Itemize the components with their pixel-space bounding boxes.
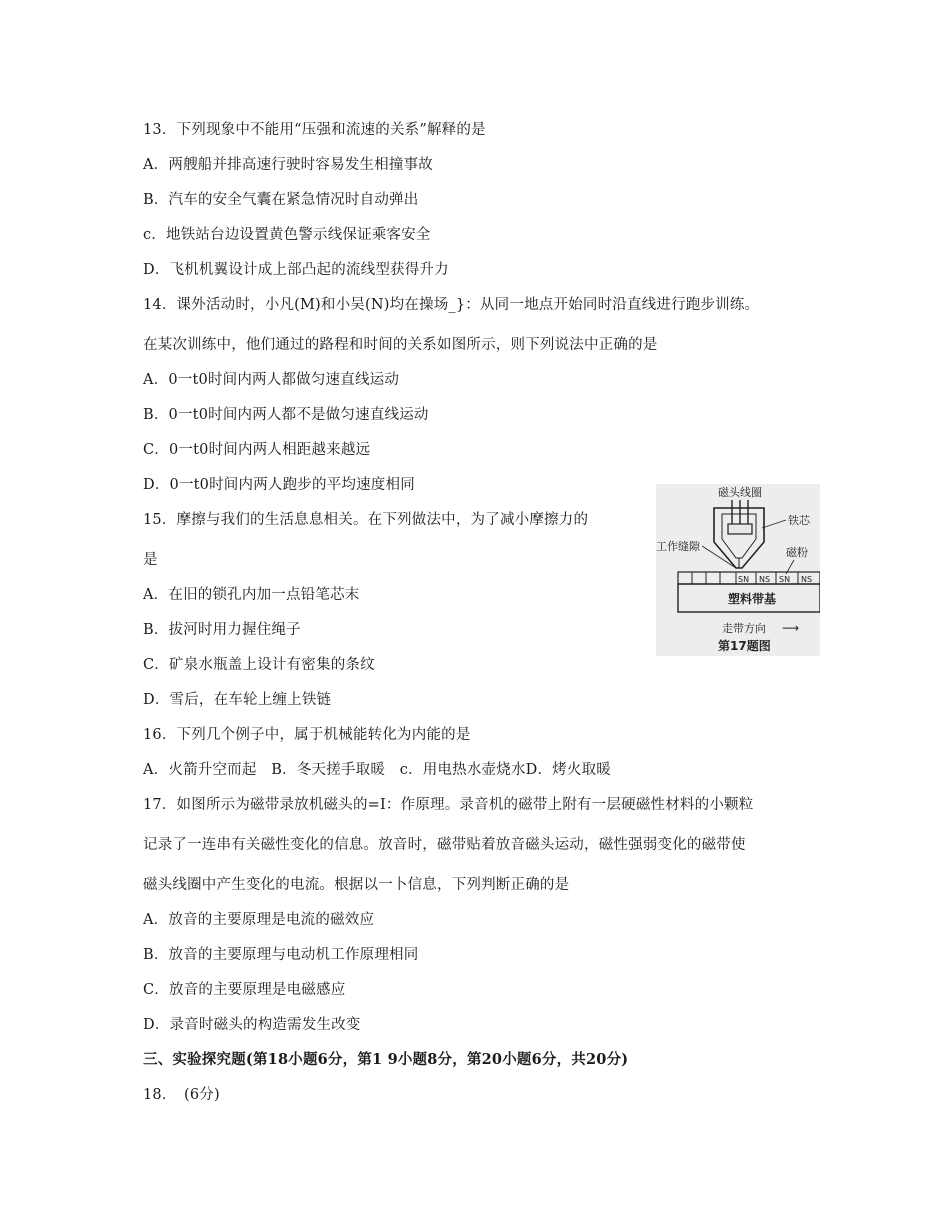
cell-label-2: NS [759,575,771,584]
cell-label-4: NS [801,575,813,584]
q17-option-b: B．放音的主要原理与电动机工作原理相同 [143,947,419,963]
cell-label-1: SN [738,575,750,584]
plastic-base [678,584,820,612]
q16-options: A．火箭升空而起 B．冬天搓手取暖 c．用电热水壶烧水D．烤火取暖 [143,762,611,778]
q17-stem-line1: 17．如图所示为磁带录放机磁头的=I：作原理。录音机的磁带上附有一层硬磁性材料的小颗粒 [143,797,754,813]
q14-stem-line1: 14．课外活动时，小凡(M)和小吴(N)均在操场_}：从同一地点开始同时沿直线进行跑步训练。 [143,297,760,313]
label-coil: 磁头线圈 [718,486,762,499]
q16-stem: 16．下列几个例子中，属于机械能转化为内能的是 [143,727,471,743]
q14-option-c: C．0一t0时间内两人相距越来越远 [143,442,371,458]
q18-stem: 18． (6分) [143,1087,220,1103]
label-powder: 磁粉 [786,546,808,559]
q15-stem-line1: 15．摩擦与我们的生活息息相关。在下列做法中，为了减小摩擦力的 [143,512,589,528]
q15-option-b: B．拔河时用力握住绳子 [143,622,301,638]
powder-layer [678,572,820,584]
q13-option-d: D．飞机机翼设计成上部凸起的流线型获得升力 [143,262,449,278]
q17-stem-line2: 记录了一连串有关磁性变化的信息。放音时，磁带贴着放音磁头运动，磁性强弱变化的磁带使 [143,837,746,853]
q17-option-d: D．录音时磁头的构造需发生改变 [143,1017,361,1033]
label-gap: 工作缝隙 [656,540,700,553]
direction-arrow-icon: ⟶ [782,621,800,635]
label-core: 铁芯 [788,514,810,527]
coil-wires [728,500,752,534]
q17-option-a: A．放音的主要原理是电流的磁效应 [143,912,375,928]
q13-stem: 13．下列现象中不能用“压强和流速的关系”解释的是 [143,122,486,138]
figure-caption: 第17题图 [718,639,771,653]
q14-option-d: D．0一t0时间内两人跑步的平均速度相同 [143,477,415,493]
label-direction: 走带方向 [722,622,766,635]
q14-option-b: B．0一t0时间内两人都不是做匀速直线运动 [143,407,429,423]
figure-17-svg [656,484,820,656]
cell-label-3: SN [779,575,791,584]
q15-option-a: A．在旧的锁孔内加一点铅笔芯末 [143,587,360,603]
q17-stem-line3: 磁头线圈中产生变化的电流。根据以一卜信息，下列判断正确的是 [143,877,570,893]
q13-option-b: B．汽车的安全气囊在紧急情况时自动弹出 [143,192,419,208]
q13-option-c: c．地铁站台边设置黄色警示线保证乘客安全 [143,227,431,243]
label-base: 塑料带基 [728,592,777,606]
q13-option-a: A．两艘船并排高速行驶时容易发生相撞事故 [143,157,433,173]
figure-17-tape-head [656,484,820,656]
section-3-heading: 三、实验探究题(第18小题6分，第1 9小题8分，第20小题6分，共20分) [143,1051,629,1068]
q14-stem-line2: 在某次训练中，他们通过的路程和时间的关系如图所示，则下列说法中正确的是 [143,337,658,353]
q17-option-c: C．放音的主要原理是电磁感应 [143,982,346,998]
q15-option-d: D．雪后，在车轮上缠上铁链 [143,692,332,708]
q14-option-a: A．0一t0时间内两人都做匀速直线运动 [143,372,400,388]
q15-option-c: C．矿泉水瓶盖上设计有密集的条纹 [143,657,375,673]
q15-stem-line2: 是 [143,552,158,568]
